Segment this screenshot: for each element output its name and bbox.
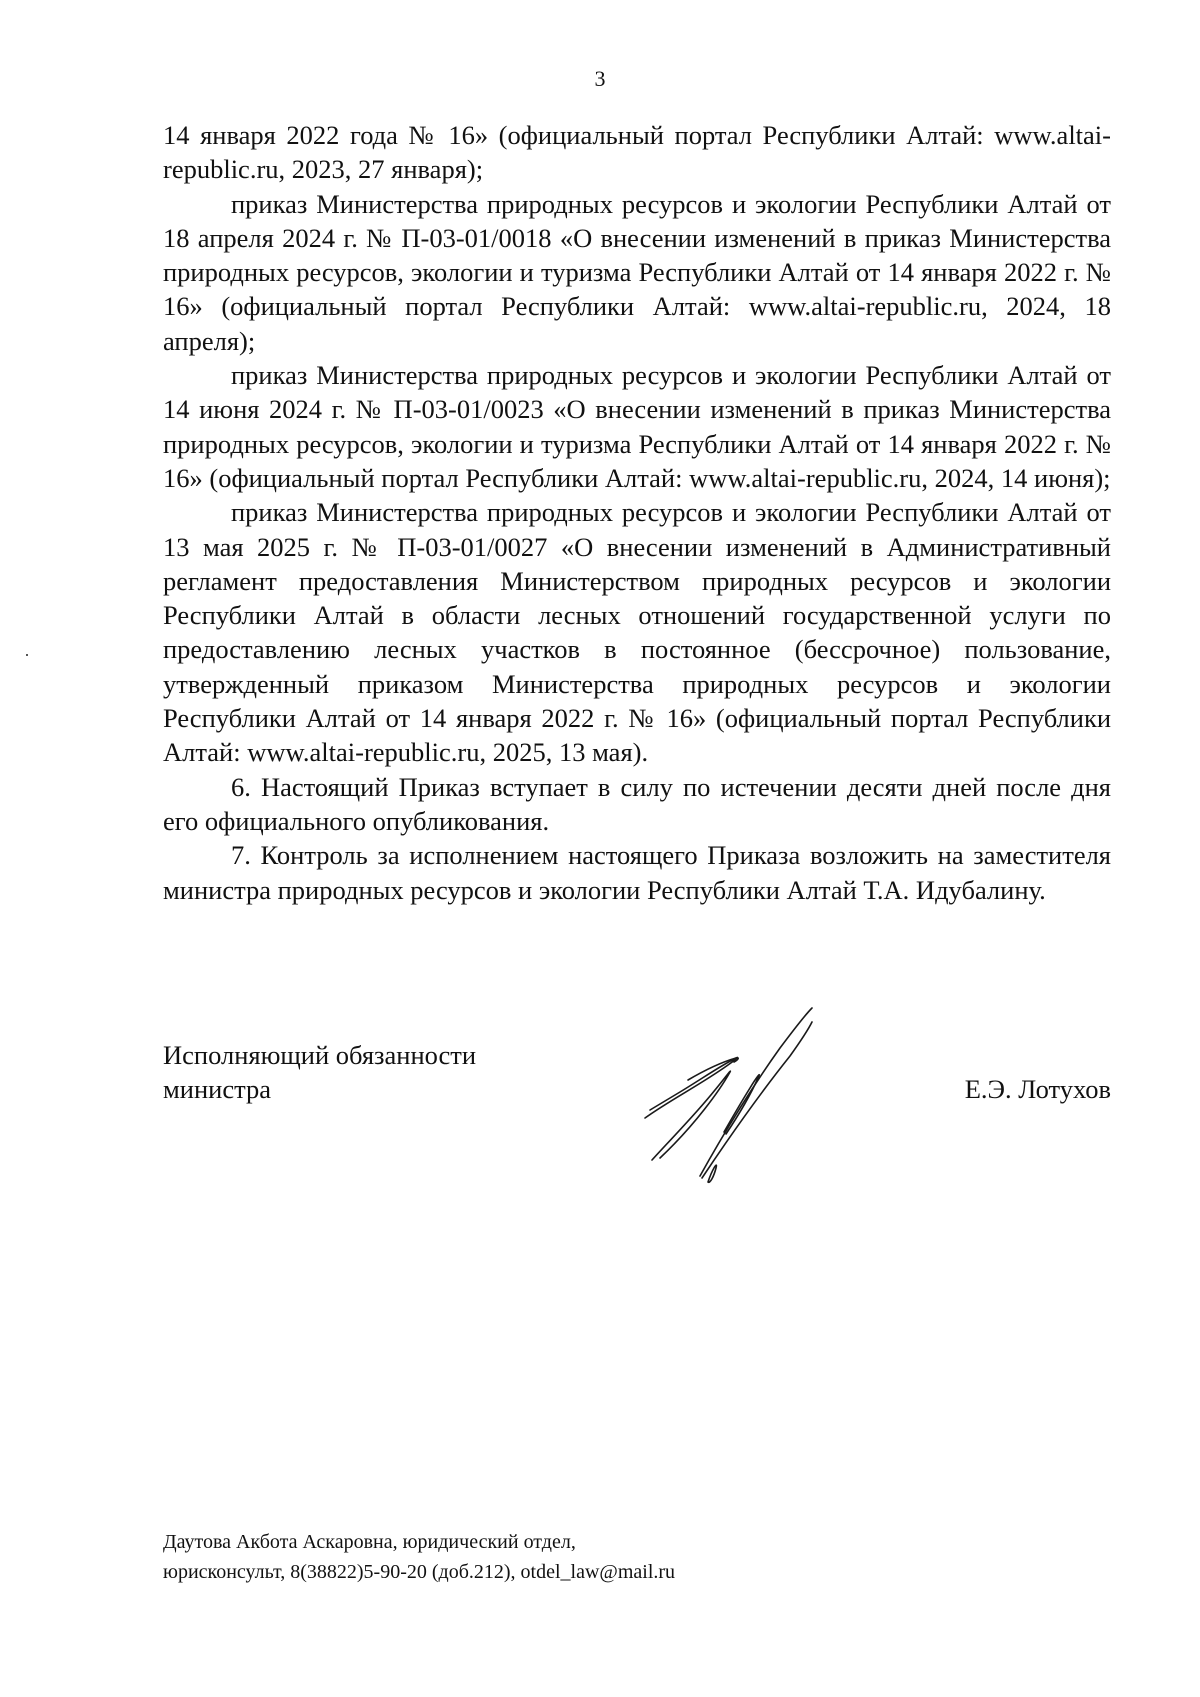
signatory-name: Е.Э. Лотухов [964,1074,1111,1104]
paragraph-item-6: 6. Настоящий Приказ вступает в силу по истечении десяти дней после дня его официального опубликования. [163,771,1111,836]
paragraph-order-0027: приказ Министерства природных ресурсов и экологии Республики Алтай от 13 мая 2025 г. № П-03-01/0027 «О внесении изменений в Административный регламент предоставления Министерством природных ресурсов и экологии Республики Алтай в области лесных отношений государственной услуги по предоставлению лесных участков в постоянное (бессрочное) пользование, утвержденный приказом Министерства природных ресурсов и экологии Республики Алтай от 14 января 2022 г. № 16» (официальный портал Республики Алтай: www.altai-republic.ru, 2025, 13 мая). [163,497,1111,768]
signatory-role-line2: министра [163,1074,271,1105]
handwritten-signature [640,1000,850,1200]
paragraph-item-7: 7. Контроль за исполнением настоящего Приказа возложить на заместителя министра природных ресурсов и экологии Республики Алтай Т.А. Идубалину. [163,840,1111,905]
page-number: 3 [594,66,606,91]
paragraph-continuation: 14 января 2022 года № 16» (официальный портал Республики Алтай: www.altai-republic.ru, 2023, 27 января); [163,120,1111,185]
paragraph-order-0018: приказ Министерства природных ресурсов и экологии Республики Алтай от 18 апреля 2024 г. № П-03-01/0018 «О внесении изменений в приказ Министерства природных ресурсов, экологии и туризма Республики Алтай от 14 января 2022 г. № 16» (официальный портал Республики Алтай: www.altai-republic.ru, 2024, 18 апреля); [163,188,1111,356]
scan-speck [26,654,28,656]
executor-line2: юрисконсульт, 8(38822)5-90-20 (доб.212), otdel_law@mail.ru [163,1561,676,1583]
signatory-role [163,1038,476,1107]
executor-info [163,1527,675,1587]
signatory-role-line1: Исполняющий обязанности [163,1040,477,1070]
paragraph-order-0023: приказ Министерства природных ресурсов и экологии Республики Алтай от 14 июня 2024 г. № П-03-01/0023 «О внесении изменений в приказ Министерства природных ресурсов, экологии и туризма Республики Алтай от 14 января 2022 г. № 16» (официальный портал Республики Алтай: www.altai-republic.ru, 2024, 14 июня); [163,360,1111,493]
document-body [163,118,1111,907]
executor-line1: Даутова Акбота Аскаровна, юридический отдел, [163,1531,576,1553]
